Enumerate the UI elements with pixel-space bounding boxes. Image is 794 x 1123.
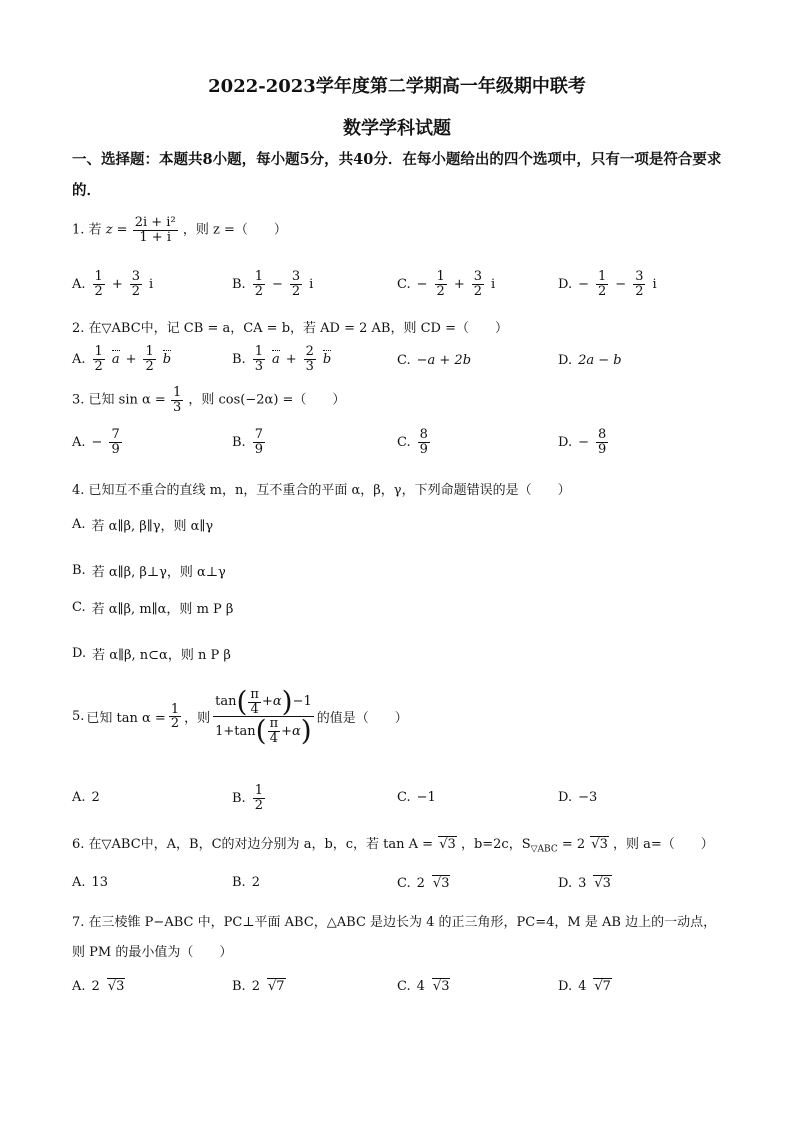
fraction: $\frac{8}{9}$ <box>419 427 428 457</box>
option-label: B. <box>232 790 246 806</box>
option-label: D. <box>72 646 87 661</box>
alpha-term: +α <box>281 723 301 739</box>
option-label: A. <box>72 978 86 994</box>
option-d[interactable] <box>558 428 609 456</box>
question-number: 3. <box>72 392 85 408</box>
option-b[interactable] <box>72 561 226 580</box>
option-text: 若 α∥β, β∥γ，则 α∥γ <box>91 519 214 534</box>
option-label: C. <box>397 434 411 450</box>
operator: + <box>111 276 123 292</box>
sqrt-icon: √7 <box>267 979 285 994</box>
alpha-term: +α <box>261 694 282 710</box>
vector-var: a <box>111 351 120 367</box>
fraction: $\frac{3}{2}$ <box>473 269 482 299</box>
fraction: $\frac{3}{2}$ <box>635 269 644 299</box>
radicand: 3 <box>116 979 125 994</box>
option-c[interactable] <box>397 353 471 368</box>
question-number: 1. <box>72 222 85 238</box>
big-fraction-numerator <box>213 685 314 719</box>
vector-var: a <box>271 351 280 367</box>
radicand: 3 <box>441 979 450 994</box>
option-b[interactable] <box>232 345 331 373</box>
option-d[interactable] <box>558 978 612 994</box>
sqrt-icon: √3 <box>432 876 450 891</box>
question-text: = 2 <box>557 837 586 852</box>
option-text: −1 <box>416 790 436 805</box>
sign: − <box>578 434 589 450</box>
fraction: $\frac{\pi}{4}$ <box>269 716 279 746</box>
page-subtitle: 数学学科试题 <box>343 118 451 139</box>
option-label: A. <box>72 351 86 367</box>
option-a[interactable] <box>72 345 171 373</box>
option-label: C. <box>72 600 86 615</box>
paren-left: ( <box>255 714 267 748</box>
option-c[interactable] <box>397 790 436 805</box>
option-label: D. <box>558 434 573 450</box>
option-label: C. <box>397 875 411 891</box>
section-heading: 一、选择题：本题共8小题，每小题5分，共40分．在每小题给出的四个选项中，只有一项是符合要求的． <box>72 151 722 199</box>
subscript: ▽ABC <box>530 844 558 855</box>
fraction: $\frac{1}{2}$ <box>94 269 103 299</box>
sqrt-icon: √3 <box>107 979 125 994</box>
option-a[interactable] <box>72 515 213 534</box>
coefficient: 2 <box>251 978 260 994</box>
option-c[interactable] <box>397 428 431 456</box>
option-c[interactable] <box>397 270 495 298</box>
option-label: A. <box>72 517 86 532</box>
option-label: D. <box>558 353 573 368</box>
coefficient: 2 <box>91 978 100 994</box>
question-text: 若 <box>88 222 102 238</box>
sign: − <box>578 276 589 292</box>
option-text: 2 <box>91 790 100 805</box>
imag-unit: i <box>149 276 154 292</box>
imag-unit: i <box>309 276 314 292</box>
question-number: 5. <box>72 709 85 725</box>
question-7-line2 <box>72 941 232 960</box>
sqrt-icon: √3 <box>439 837 456 852</box>
question-text: ，则 a=（ ） <box>613 837 714 852</box>
vector-var: b <box>322 351 332 367</box>
option-a[interactable] <box>72 790 100 805</box>
radicand: 3 <box>602 876 611 891</box>
question-text: 在▽ABC中，记 CB = a，CA = b，若 AD = 2 AB，则 CD =（ ） <box>88 321 509 336</box>
option-text: 若 α∥β, m∥α，则 m P β <box>91 602 234 617</box>
coefficient: 3 <box>578 875 587 891</box>
option-text: 若 α∥β, β⊥γ，则 α⊥γ <box>91 565 226 580</box>
operator: − <box>615 276 627 292</box>
option-label: D. <box>558 875 573 891</box>
paren-left: ( <box>236 685 248 719</box>
fraction: $\frac{3}{2}$ <box>131 269 140 299</box>
imag-unit: i <box>491 276 496 292</box>
coefficient: 4 <box>416 978 425 994</box>
fraction: $\frac{1}{3}$ <box>254 344 263 374</box>
option-b[interactable] <box>232 978 286 994</box>
option-label: B. <box>232 276 246 292</box>
question-text: ，则 z =（ ） <box>182 222 287 238</box>
radicand: 7 <box>602 979 611 994</box>
option-c[interactable] <box>397 875 450 891</box>
option-d[interactable] <box>72 644 231 663</box>
option-label: C. <box>397 790 411 805</box>
question-7 <box>72 911 716 930</box>
option-label: B. <box>72 563 86 578</box>
one-plus-tan: 1+tan <box>215 723 256 739</box>
fraction: $\frac{2}{3}$ <box>305 344 314 374</box>
fraction: $\frac{1}{2}$ <box>436 269 445 299</box>
big-fraction-denominator <box>213 714 314 748</box>
paren-right: ) <box>281 685 293 719</box>
question-text: 已知 sin α = <box>88 392 166 408</box>
radicand: 3 <box>441 876 450 891</box>
option-b[interactable] <box>232 270 313 298</box>
fraction: $\frac{1}{2}$ <box>598 269 607 299</box>
big-fraction <box>213 685 314 748</box>
option-text: 若 α∥β, n⊂α，则 n P β <box>92 648 231 663</box>
option-label: C. <box>397 978 411 994</box>
question-4 <box>72 479 571 498</box>
imag-unit: i <box>652 276 657 292</box>
option-d[interactable] <box>558 270 657 298</box>
sqrt-icon: √3 <box>432 979 450 994</box>
fraction: $\frac{1}{2}$ <box>170 701 180 732</box>
sign: − <box>416 276 428 292</box>
question-2 <box>72 317 508 336</box>
option-a[interactable] <box>72 978 125 994</box>
question-text: ，则 cos(−2α) =（ ） <box>188 392 346 408</box>
question-number: 4. <box>72 483 85 498</box>
sqrt-icon: √3 <box>591 837 608 852</box>
option-label: A. <box>72 790 86 805</box>
question-6 <box>72 833 714 855</box>
option-label: A. <box>72 875 86 890</box>
option-label: A. <box>72 276 86 292</box>
fraction: $\frac{1}{2}$ <box>254 783 263 813</box>
option-label: D. <box>558 276 573 292</box>
fraction: $\frac{1}{3}$ <box>172 385 182 415</box>
option-a[interactable] <box>72 428 123 456</box>
question-text: 则 PM 的最小值为（ ） <box>72 945 233 960</box>
fraction-denominator: 1 + i <box>139 229 171 245</box>
question-text: 在▽ABC中，A，B，C的对边分别为 a，b，c，若 tan A = <box>88 837 434 852</box>
option-expression: 2a − b <box>578 353 622 368</box>
coefficient: 4 <box>578 978 587 994</box>
sqrt-icon: √7 <box>594 979 611 994</box>
option-text: −3 <box>578 790 598 805</box>
option-b[interactable] <box>232 875 260 890</box>
fraction-numerator: 2i + i² <box>134 215 176 230</box>
radicand: 3 <box>447 837 456 852</box>
equation-lhs: z = <box>105 222 128 238</box>
option-label: B. <box>232 434 246 450</box>
question-number: 2. <box>72 321 85 336</box>
option-text: 2 <box>251 875 260 890</box>
operator: + <box>285 351 297 367</box>
fraction: $\frac{7}{9}$ <box>254 427 263 457</box>
question-text: ，则 <box>184 711 211 727</box>
vector-var: b <box>162 351 172 367</box>
option-b[interactable] <box>232 428 266 456</box>
question-text: 已知 tan α = <box>86 711 166 727</box>
fraction: $\frac{1}{2}$ <box>94 344 103 374</box>
page-title: 2022-2023学年度第二学期高一年级期中联考 <box>208 76 586 97</box>
option-d[interactable] <box>558 790 597 805</box>
question-text: 的值是（ ） <box>316 711 408 727</box>
option-expression: −a + 2b <box>416 353 472 368</box>
question-text: 已知互不重合的直线 m，n，互不重合的平面 α，β，γ，下列命题错误的是（ ） <box>88 483 571 498</box>
operator: + <box>453 276 465 292</box>
option-a[interactable] <box>72 270 153 298</box>
question-1 <box>72 216 287 244</box>
fraction: $\frac{8}{9}$ <box>598 427 607 457</box>
sqrt-icon: √3 <box>594 876 611 891</box>
option-label: B. <box>232 351 246 367</box>
minus-one: −1 <box>292 694 312 710</box>
fraction <box>133 216 178 244</box>
radicand: 7 <box>276 979 285 994</box>
coefficient: 2 <box>416 875 425 891</box>
operator: + <box>125 351 137 367</box>
question-3 <box>72 386 345 414</box>
option-label: D. <box>558 790 573 805</box>
option-label: A. <box>72 434 86 450</box>
radicand: 3 <box>599 837 608 852</box>
question-text: 在三棱锥 P−ABC 中，PC⊥平面 ABC，△ABC 是边长为 4 的正三角形，PC=4，M 是 AB 边上的一动点， <box>88 915 717 930</box>
option-label: B. <box>232 875 246 890</box>
option-c[interactable] <box>397 978 450 994</box>
question-text: ，b=2c，S <box>460 837 531 852</box>
option-text: 13 <box>91 875 109 890</box>
question-number: 7. <box>72 915 85 930</box>
question-5 <box>72 685 408 748</box>
question-number: 6. <box>72 837 85 852</box>
option-label: B. <box>232 978 246 994</box>
option-d[interactable] <box>558 875 612 891</box>
fraction: $\frac{1}{2}$ <box>254 269 263 299</box>
option-label: D. <box>558 978 573 994</box>
option-label: C. <box>397 353 411 368</box>
option-b[interactable] <box>232 784 266 812</box>
sign: − <box>91 434 103 450</box>
option-label: C. <box>397 276 411 292</box>
fraction: $\frac{1}{2}$ <box>145 344 154 374</box>
fraction: $\frac{\pi}{4}$ <box>250 687 259 717</box>
tan-word: tan <box>215 694 237 710</box>
option-a[interactable] <box>72 875 108 890</box>
option-c[interactable] <box>72 598 233 617</box>
paren-right: ) <box>300 714 312 748</box>
option-d[interactable] <box>558 353 622 368</box>
operator: − <box>271 276 283 292</box>
fraction: $\frac{3}{2}$ <box>291 269 301 299</box>
fraction: $\frac{7}{9}$ <box>111 427 120 457</box>
